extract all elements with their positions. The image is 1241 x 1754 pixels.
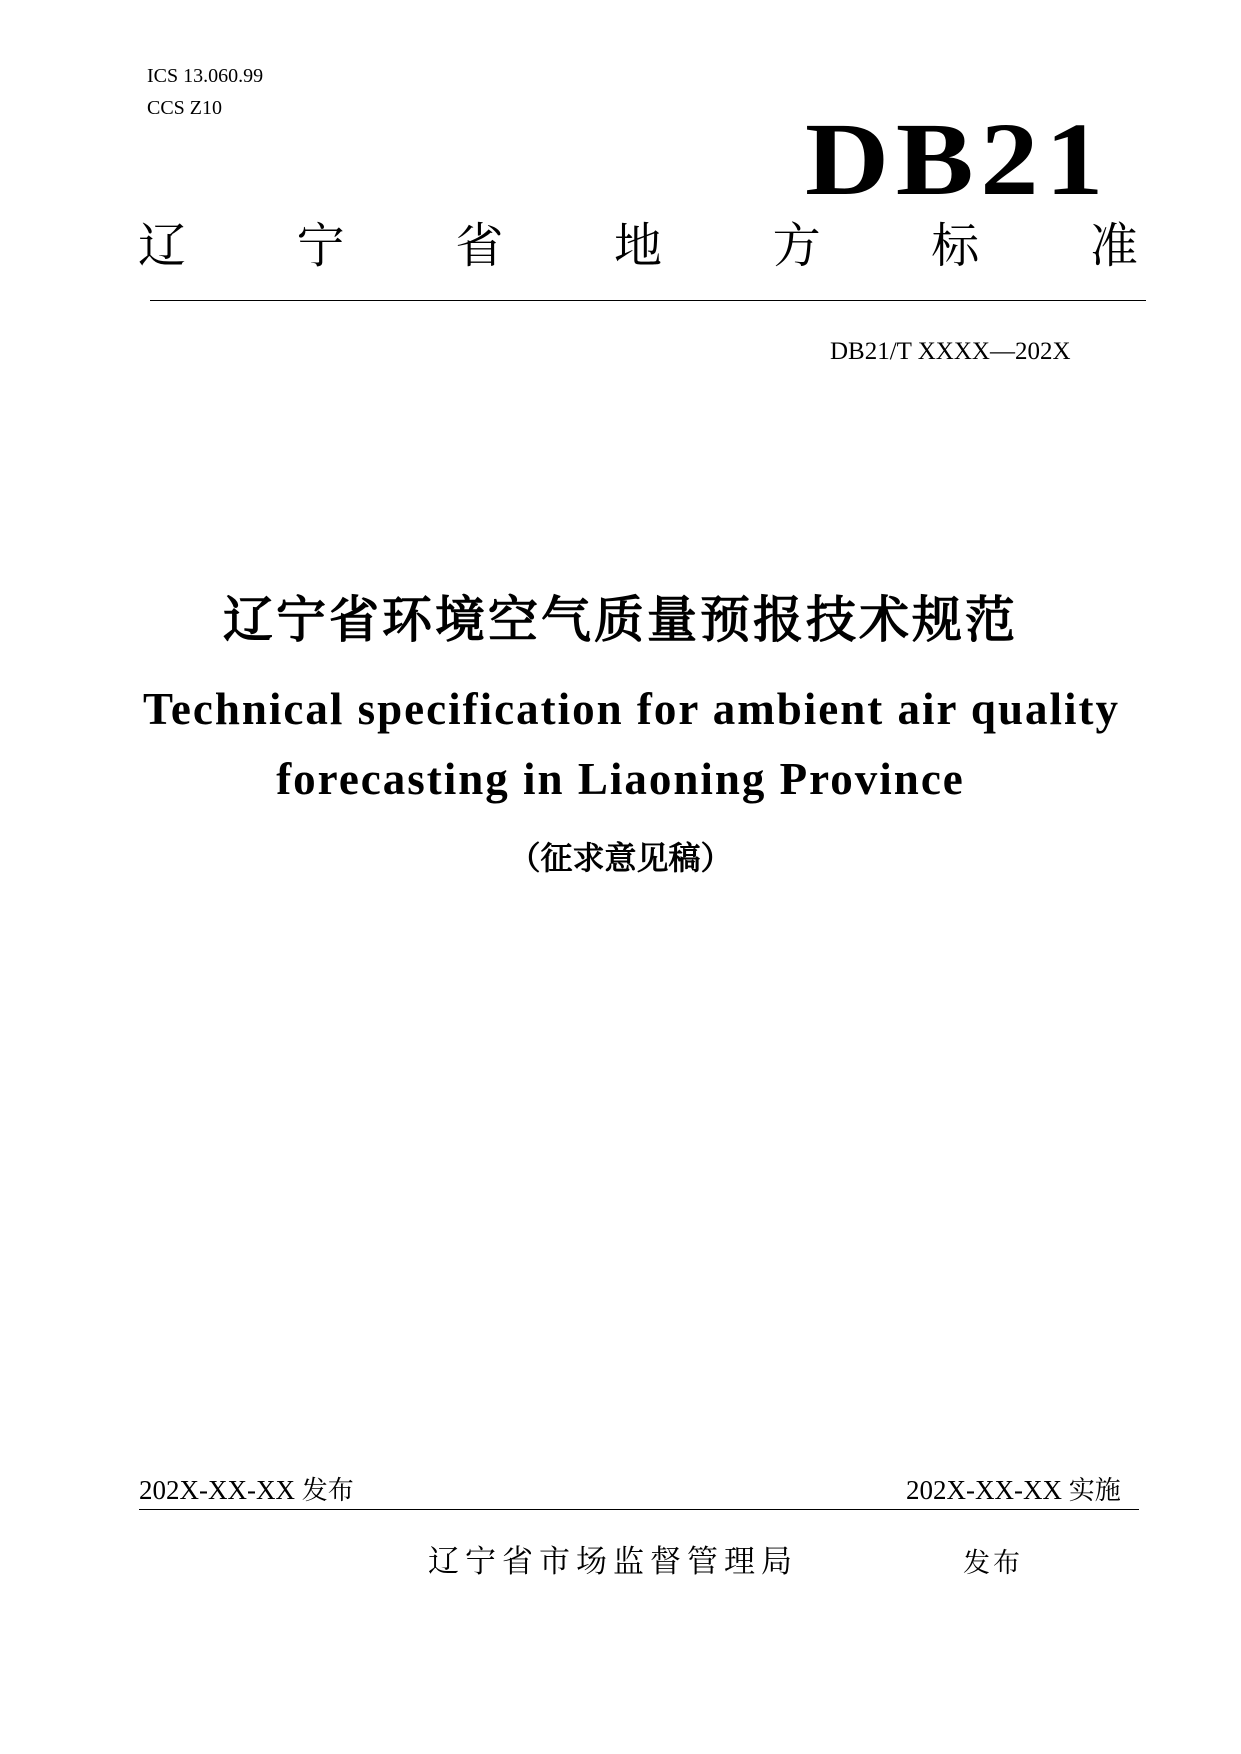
standard-type-char: 方 — [772, 218, 821, 274]
draft-note: （征求意见稿） — [508, 839, 733, 877]
standard-type-char: 辽 — [138, 218, 187, 274]
standard-type-char: 地 — [613, 218, 662, 274]
issuer-action: 发布 — [963, 1548, 1023, 1579]
standard-type-char: 宁 — [296, 218, 345, 274]
title-english-line-2: forecasting in Liaoning Province — [276, 754, 965, 804]
footer-divider — [139, 1509, 1139, 1510]
issue-date: 202X-XX-XX — [139, 1475, 295, 1505]
standard-type-char: 省 — [455, 218, 504, 274]
standard-code: DB21/T XXXX—202X — [830, 338, 1071, 365]
implement-date: 202X-XX-XX — [906, 1475, 1062, 1505]
implement-date-block — [906, 1474, 1121, 1507]
title-chinese: 辽宁省环境空气质量预报技术规范 — [223, 591, 1018, 649]
standard-type-char: 标 — [931, 218, 980, 274]
title-english-line-1: Technical specification for ambient air quality — [143, 684, 1120, 734]
header-divider — [150, 300, 1146, 301]
standard-type-heading — [138, 218, 1138, 274]
issuing-authority: 辽宁省市场监督管理局 — [428, 1544, 798, 1580]
standard-type-char: 准 — [1089, 218, 1138, 274]
implement-label: 实施 — [1068, 1476, 1121, 1506]
issue-date-block — [139, 1474, 354, 1507]
db21-logo: DB21 — [805, 102, 1111, 217]
ics-code: ICS 13.060.99 — [147, 65, 264, 87]
issue-label: 发布 — [301, 1476, 354, 1506]
ccs-code: CCS Z10 — [147, 97, 223, 119]
